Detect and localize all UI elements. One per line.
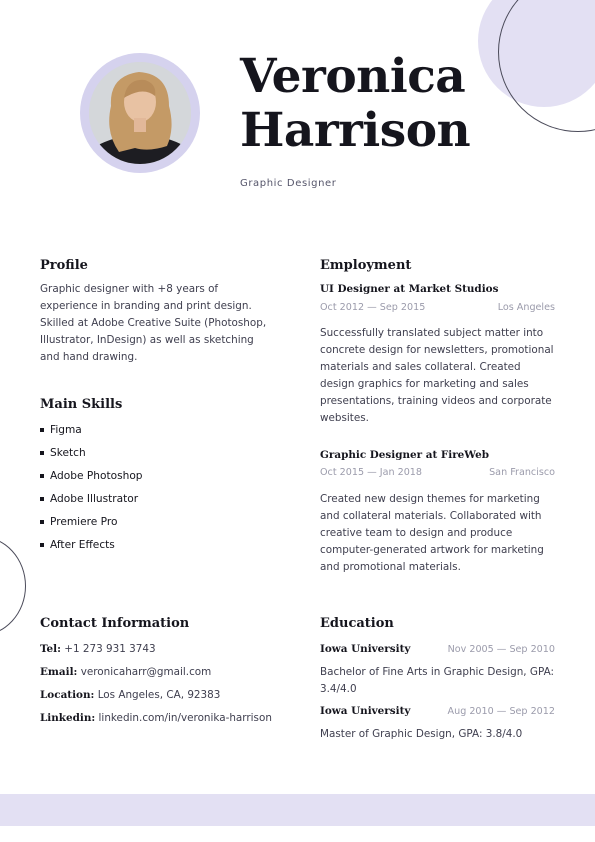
skill-label: Adobe Illustrator — [50, 493, 139, 505]
name-first: Veronica — [240, 49, 466, 104]
degree-line: 3.4/4.0 — [320, 683, 357, 695]
job-location: Los Angeles — [497, 302, 555, 313]
job-title-1: UI Designer at Market Studios — [320, 283, 499, 295]
bullet-icon — [40, 474, 44, 478]
profile-line: Graphic designer with +8 years of — [40, 283, 219, 295]
contact-heading: Contact Information — [40, 616, 190, 631]
job-line: presentations, training videos and corporate — [320, 395, 552, 407]
bullet-icon — [40, 520, 44, 524]
job-line: materials and sales collateral. Created — [320, 361, 521, 373]
degree-line: Master of Graphic Design, GPA: 3.8/4.0 — [320, 728, 523, 740]
avatar — [89, 62, 191, 164]
candidate-name — [240, 50, 470, 158]
job-line: Created new design themes for marketing — [320, 493, 540, 505]
name-last: Harrison — [240, 103, 471, 158]
job-line: and promotional materials. — [320, 561, 461, 573]
skill-label: Premiere Pro — [50, 516, 118, 528]
contact-label: Linkedin: — [40, 712, 96, 724]
skill-item — [40, 424, 143, 447]
bullet-icon — [40, 497, 44, 501]
job-location: San Francisco — [489, 467, 555, 478]
contact-location — [40, 689, 220, 701]
job-title-2: Graphic Designer at FireWeb — [320, 449, 489, 461]
job-line: concrete design for newsletters, promotional — [320, 344, 554, 356]
contact-linkedin — [40, 712, 272, 724]
profile-line: Illustrator, InDesign) as well as sketching — [40, 334, 254, 346]
job-line: creative team to design and produce — [320, 527, 513, 539]
skills-list — [40, 424, 143, 562]
skill-item — [40, 447, 143, 470]
skill-item — [40, 493, 143, 516]
degree-line: Bachelor of Fine Arts in Graphic Design, GPA: — [320, 666, 554, 678]
footer-band — [0, 794, 595, 826]
employment-heading: Employment — [320, 258, 412, 273]
profile-line: experience in branding and print design. — [40, 300, 252, 312]
profile-text — [40, 281, 285, 366]
education-entry-2 — [320, 705, 555, 717]
job-dates: Oct 2015 — Jan 2018 — [320, 467, 422, 478]
job-description-1 — [320, 325, 570, 427]
skill-label: Sketch — [50, 447, 86, 459]
profile-heading: Profile — [40, 258, 88, 273]
contact-value: linkedin.com/in/veronika-harrison — [98, 712, 272, 724]
skill-item — [40, 470, 143, 493]
contact-value: veronicaharr@gmail.com — [80, 666, 212, 678]
profile-line: Skilled at Adobe Creative Suite (Photoshop, — [40, 317, 267, 329]
job-line: computer-generated artwork for marketing — [320, 544, 544, 556]
profile-line: and hand drawing. — [40, 351, 138, 363]
education-dates: Nov 2005 — Sep 2010 — [447, 644, 555, 655]
education-heading: Education — [320, 616, 394, 631]
contact-label: Email: — [40, 666, 78, 678]
bullet-icon — [40, 451, 44, 455]
bullet-icon — [40, 428, 44, 432]
contact-label: Location: — [40, 689, 95, 701]
skill-label: Figma — [50, 424, 82, 436]
job-line: Successfully translated subject matter into — [320, 327, 544, 339]
job-meta-1 — [320, 302, 555, 313]
contact-value: +1 273 931 3743 — [64, 643, 156, 655]
school-name: Iowa University — [320, 705, 411, 717]
skill-label: After Effects — [50, 539, 115, 551]
skills-heading: Main Skills — [40, 397, 123, 412]
contact-label: Tel: — [40, 643, 61, 655]
education-degree-1 — [320, 664, 570, 698]
decorative-circle-outline — [498, 0, 595, 132]
school-name: Iowa University — [320, 643, 411, 655]
contact-tel — [40, 643, 156, 655]
job-line: and collateral materials. Collaborated with — [320, 510, 542, 522]
job-meta-2 — [320, 467, 555, 478]
contact-email — [40, 666, 211, 678]
education-dates: Aug 2010 — Sep 2012 — [447, 706, 555, 717]
education-entry-1 — [320, 643, 555, 655]
bullet-icon — [40, 543, 44, 547]
job-line: design graphics for marketing and sales — [320, 378, 529, 390]
skill-item — [40, 516, 143, 539]
decorative-circle-outline-left — [0, 536, 26, 636]
skill-item — [40, 539, 143, 562]
skill-label: Adobe Photoshop — [50, 470, 143, 482]
job-description-2 — [320, 491, 570, 576]
job-title: Graphic Designer — [240, 178, 337, 189]
contact-value: Los Angeles, CA, 92383 — [97, 689, 221, 701]
education-degree-2 — [320, 726, 570, 743]
job-line: websites. — [320, 412, 369, 424]
job-dates: Oct 2012 — Sep 2015 — [320, 302, 426, 313]
